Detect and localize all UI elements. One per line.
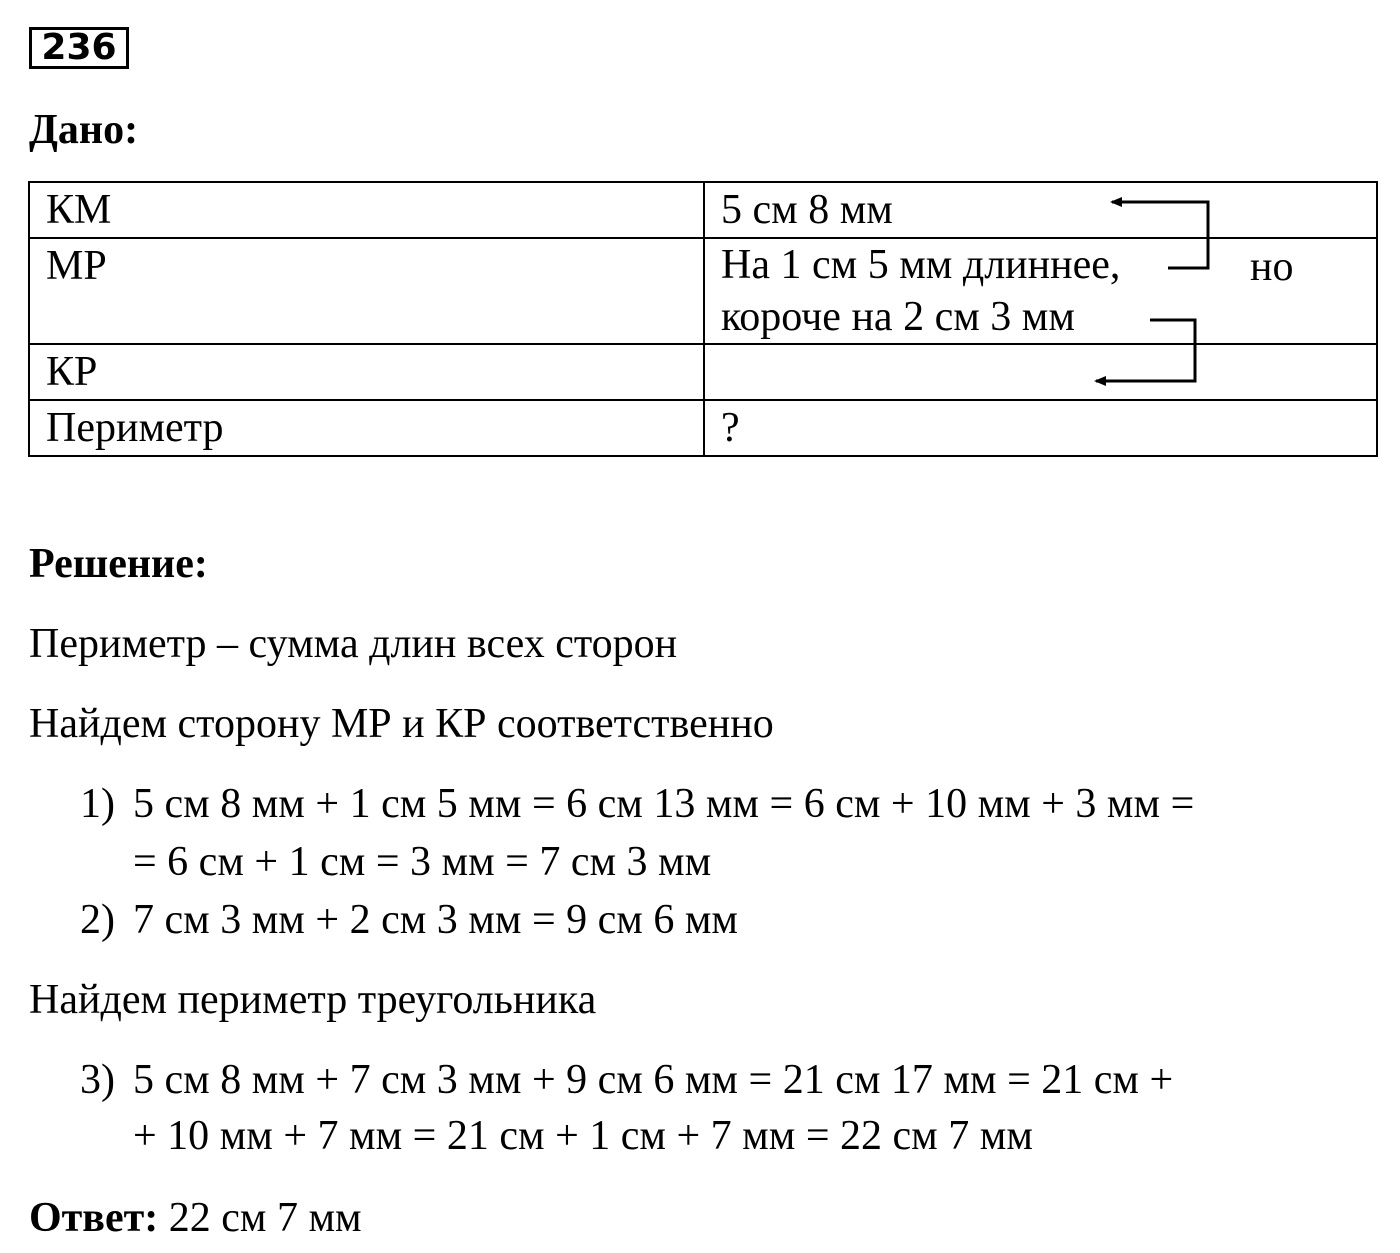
given-heading: Дано: (29, 107, 139, 153)
row-value-kp (704, 344, 1377, 400)
row-label-mp: МР (29, 238, 704, 344)
step-marker: 3) (80, 1057, 115, 1103)
step-line: = 6 см + 1 см = 3 мм = 7 см 3 мм (133, 839, 712, 885)
step-line: + 10 мм + 7 мм = 21 см + 1 см + 7 мм = 22 см 7 мм (133, 1113, 1033, 1159)
row-value-perimeter (704, 400, 1377, 456)
value-line: ? (721, 405, 740, 451)
solution-line: Периметр – сумма длин всех сторон (29, 621, 678, 667)
answer-value: 22 см 7 мм (158, 1195, 362, 1241)
row-value-km (704, 182, 1377, 238)
table-row (29, 344, 1377, 400)
solution-line: Найдем сторону МР и КР соответственно (29, 701, 774, 747)
step-marker: 1) (80, 781, 115, 827)
table-row (29, 400, 1377, 456)
value-line: 5 см 8 мм (721, 187, 893, 233)
answer-label: Ответ: (29, 1195, 159, 1241)
row-label-km: КМ (29, 182, 704, 238)
solution-line: Найдем периметр треугольника (29, 977, 597, 1023)
side-note: но (1250, 244, 1294, 290)
value-line: короче на 2 см 3 мм (721, 294, 1075, 340)
step-marker: 2) (80, 897, 115, 943)
row-label-kp: КР (29, 344, 704, 400)
table-row (29, 238, 1377, 344)
value-line: На 1 см 5 мм длиннее, (721, 242, 1121, 288)
table-row (29, 182, 1377, 238)
solution-heading: Решение: (29, 541, 208, 587)
given-table (28, 181, 1378, 457)
step-line: 7 см 3 мм + 2 см 3 мм = 9 см 6 мм (133, 897, 739, 943)
step-line: 5 см 8 мм + 1 см 5 мм = 6 см 13 мм = 6 см + 10 мм + 3 мм = (133, 781, 1195, 827)
step-line: 5 см 8 мм + 7 см 3 мм + 9 см 6 мм = 21 см 17 мм = 21 см + (133, 1057, 1174, 1103)
problem-number: 236 (29, 27, 129, 69)
answer (29, 1194, 362, 1242)
row-label-perimeter: Периметр (29, 400, 704, 456)
